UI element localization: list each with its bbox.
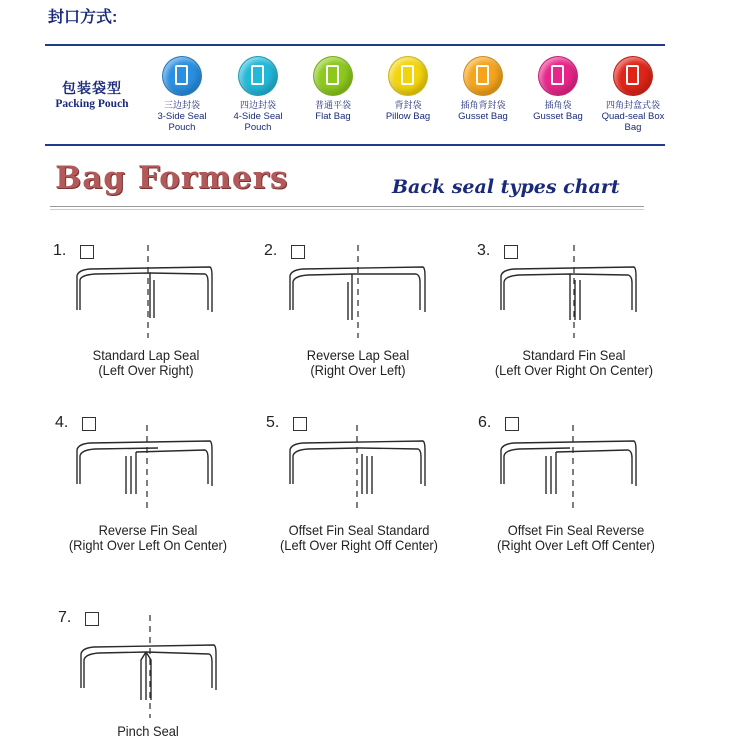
diagram-checkbox[interactable]: [82, 417, 96, 431]
caption-line1: Reverse Lap Seal: [306, 347, 410, 363]
caption-line2: (Right Over Left On Center): [68, 537, 228, 553]
diagram-number: 3.: [477, 242, 491, 259]
diagram-standard-lap-seal: [77, 245, 212, 338]
diagram-reverse-lap-seal: [290, 245, 425, 338]
diagram-caption: [266, 348, 450, 378]
pouch-type-cn: 插角袋: [544, 100, 572, 110]
caption-line2: (Right Over Left Off Center): [497, 537, 655, 553]
pouch-type-en: Gusset Bag: [533, 111, 583, 122]
diagram-checkbox[interactable]: [505, 417, 519, 431]
pouch-type-cn: 背封袋: [394, 100, 422, 110]
diagram-offset-fin-seal-reverse: [501, 425, 636, 512]
pouch-type-cn: 四角封盒式袋: [605, 100, 660, 110]
diagram-caption: [482, 348, 666, 378]
pouch-type-en: Pillow Bag: [385, 111, 431, 122]
diagram-number: 6.: [478, 414, 492, 431]
back-seal-chart-title: Back seal types chart: [392, 176, 620, 198]
caption-line1: Standard Lap Seal: [92, 347, 200, 363]
diagram-number: 7.: [58, 609, 72, 626]
diagram-pinch-seal: [81, 615, 216, 718]
diagram-number: 4.: [55, 414, 69, 431]
caption-line1: Offset Fin Seal Reverse: [507, 522, 645, 538]
pouch-type-en: 4-Side Seal Pouch: [233, 111, 283, 133]
diagram-checkbox[interactable]: [85, 612, 99, 626]
pouch-type-en: Gusset Bag: [458, 111, 508, 122]
diagram-checkbox[interactable]: [291, 245, 305, 259]
diagram-checkbox[interactable]: [80, 245, 94, 259]
caption-line2: (Left Over Right): [98, 362, 194, 378]
diagram-number: 5.: [266, 414, 280, 431]
caption-line1: Offset Fin Seal Standard: [288, 522, 430, 538]
diagram-caption: [484, 523, 668, 553]
pouch-type-cn: 四边封袋: [239, 100, 276, 110]
bag-formers-title: Bag Formers: [55, 160, 289, 196]
caption-line1: Pinch Seal: [117, 723, 179, 739]
diagram-reverse-fin-seal: [77, 425, 212, 512]
diagram-number: 2.: [264, 242, 278, 259]
diagram-standard-fin-seal: [501, 245, 636, 338]
diagram-number: 1.: [53, 242, 67, 259]
diagram-offset-fin-seal-standard: [290, 425, 425, 512]
pouch-type-en: Quad-seal Box Bag: [601, 111, 665, 133]
caption-line1: Reverse Fin Seal: [98, 522, 198, 538]
caption-line2: (Left Over Right Off Center): [280, 537, 438, 553]
diagram-caption: [56, 724, 240, 739]
diagram-caption: [267, 523, 451, 553]
pouch-type-cn: 插角背封袋: [460, 100, 506, 110]
packing-pouch-label-en: Packing Pouch: [55, 98, 129, 110]
pouch-type-cn: 三边封袋: [163, 100, 200, 110]
caption-line2: (Right Over Left): [310, 362, 406, 378]
section-heading: 封口方式:: [48, 9, 118, 26]
diagram-caption: [56, 523, 240, 553]
caption-line2: (Left Over Right On Center): [494, 362, 654, 378]
pouch-type-en: 3-Side Seal Pouch: [157, 111, 207, 133]
pouch-type-cn: 普通平袋: [314, 100, 351, 110]
diagram-caption: [54, 348, 238, 378]
diagram-checkbox[interactable]: [293, 417, 307, 431]
caption-line1: Standard Fin Seal: [522, 347, 626, 363]
diagram-checkbox[interactable]: [504, 245, 518, 259]
packing-pouch-label-cn: 包装袋型: [62, 81, 122, 97]
pouch-type-en: Flat Bag: [315, 111, 351, 122]
